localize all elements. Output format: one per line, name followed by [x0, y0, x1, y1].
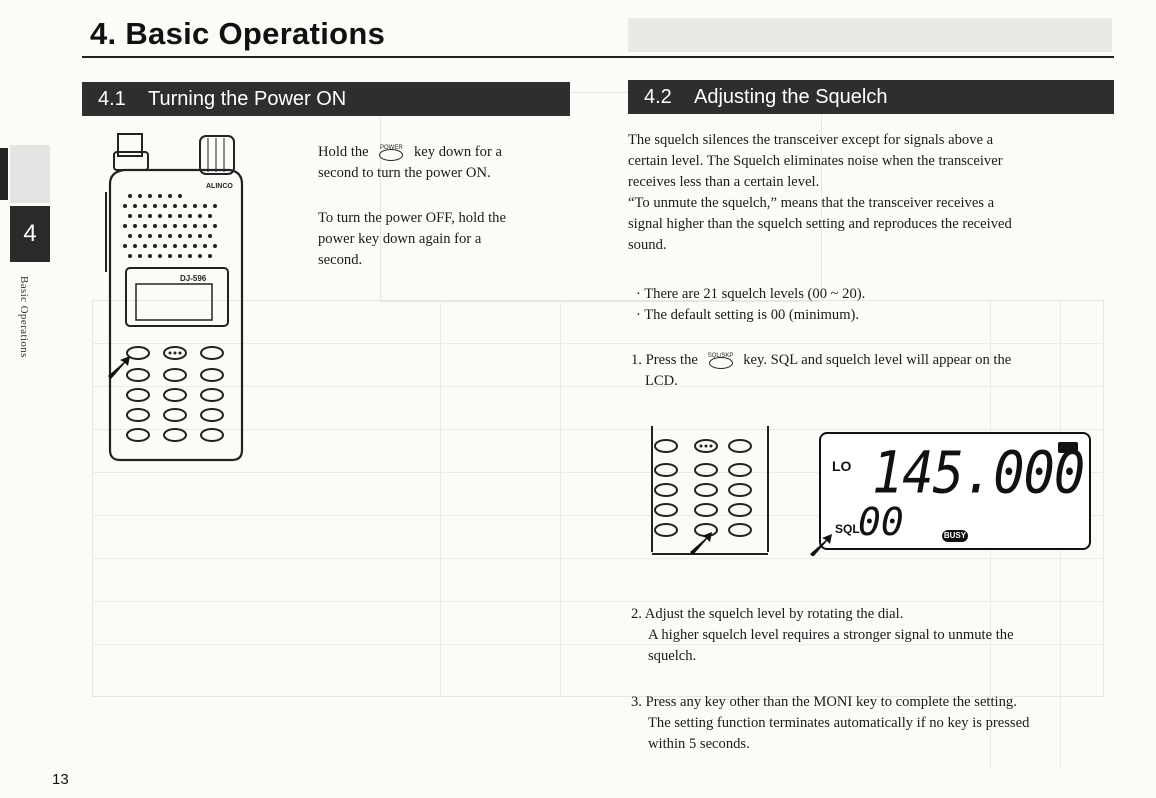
power-on-text-c: second to turn the power ON.: [318, 165, 491, 181]
squelch-intro: [628, 130, 1108, 256]
section-4-1-header: [82, 82, 570, 116]
chapter-title: 4. Basic Operations: [90, 16, 386, 51]
ghost-table-line: [92, 558, 1102, 559]
power-on-text-b: key down for a: [413, 144, 502, 160]
side-tab-text: Basic Operations: [18, 276, 30, 358]
ghost-table-line: [92, 601, 1102, 602]
chapter-rule: [82, 56, 1114, 58]
step-3: [631, 692, 1121, 755]
intro-line: The squelch silences the transceiver except for signals above a: [628, 132, 994, 148]
section-number: 4.2: [644, 86, 672, 108]
step-3-line: The setting function terminates automatically if no key is pressed: [648, 715, 1030, 731]
sql-key-caption: SQL/SKP: [707, 352, 734, 359]
bullet-item: · The default setting is 00 (minimum).: [636, 307, 860, 323]
power-key-caption: POWER: [379, 144, 403, 151]
radio-illustration: [100, 132, 250, 464]
step-3-line: 3. Press any key other than the MONI key to complete the setting.: [631, 694, 1017, 710]
section-4-2-header: [628, 80, 1114, 114]
intro-line: signal higher than the squelch setting and reproduces the received: [628, 216, 1012, 232]
power-off-instruction: [318, 208, 568, 271]
step-1-text-b: key. SQL and squelch level will appear on the: [743, 352, 1012, 368]
bullet-item: · There are 21 squelch levels (00 ~ 20).: [636, 286, 866, 302]
intro-line: sound.: [628, 237, 667, 253]
power-on-instruction: [318, 142, 568, 184]
section-title: Adjusting the Squelch: [694, 86, 888, 108]
lcd-mode-indicator: LO: [832, 458, 852, 474]
power-key-icon: [376, 145, 406, 161]
keypad-illustration: [648, 424, 772, 558]
sql-key-icon: [706, 353, 736, 369]
step-1-text-a: 1. Press the: [631, 352, 698, 368]
side-tab-chapter: 4: [10, 206, 50, 262]
lcd-sql-label: SQL: [835, 522, 860, 536]
power-off-line: second.: [318, 252, 363, 268]
side-marker: [0, 148, 8, 200]
page-number: 13: [52, 771, 69, 788]
side-tab-previous: [10, 145, 50, 203]
lcd-squelch-level: 00: [858, 500, 904, 544]
step-2: [631, 604, 1111, 667]
step-2-line: squelch.: [648, 648, 697, 664]
intro-line: certain level. The Squelch eliminates noise when the transceiver: [628, 153, 1003, 169]
intro-line: “To unmute the squelch,” means that the transceiver receives a: [628, 195, 995, 211]
power-off-line: power key down again for a: [318, 231, 482, 247]
lcd-pointer-arrow-icon: [808, 530, 834, 556]
lcd-busy-indicator: BUSY: [943, 531, 967, 540]
step-1: [631, 350, 1111, 392]
power-off-line: To turn the power OFF, hold the: [318, 210, 506, 226]
ghost-table-line: [560, 300, 561, 695]
radio-brand: ALINCO: [206, 183, 233, 190]
lcd-frequency: 145.000: [872, 440, 1085, 508]
section-number: 4.1: [98, 88, 126, 110]
ghost-table-line: [440, 300, 441, 695]
step-2-line: 2. Adjust the squelch level by rotating the dial.: [631, 606, 904, 622]
section-title: Turning the Power ON: [148, 88, 347, 110]
radio-model: DJ-596: [180, 274, 207, 283]
intro-line: receives less than a certain level.: [628, 174, 820, 190]
power-on-text-a: Hold the: [318, 144, 369, 160]
ghost-header-block: [628, 18, 1112, 52]
step-1-text-c: LCD.: [645, 373, 678, 389]
step-3-line: within 5 seconds.: [648, 736, 750, 752]
squelch-bullets: [636, 284, 1106, 326]
step-2-line: A higher squelch level requires a stronger signal to unmute the: [648, 627, 1014, 643]
